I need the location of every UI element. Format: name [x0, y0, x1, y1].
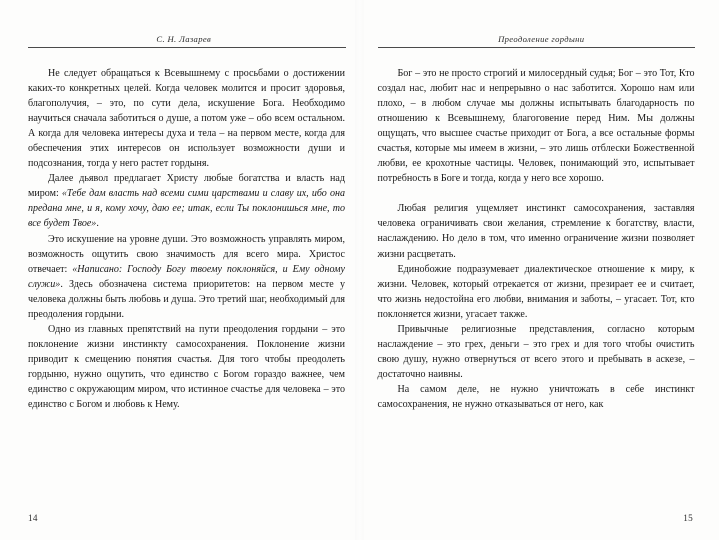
right-header-rule — [378, 47, 696, 48]
paragraph — [28, 171, 345, 231]
left-running-head-text: С. Н. Лазарев — [156, 34, 212, 44]
paragraph: Любая религия ущемляет инстинкт самосохранения, заставляя человека ограничивать свои желания, стремление к богатству, власти, наслаждению. Но дело в том, что именно ограничение жизни позволяет жизни расцветать. — [377, 203, 695, 260]
left-text-column — [28, 66, 345, 412]
left-header-rule — [28, 47, 346, 48]
paragraph: Бог – это не просто строгий и милосердный судья; Бог – это Тот, Кто создал нас, любит нас и непрерывно о нас заботится. Хорошо нам или плохо, – в любом случае мы должны испытывать благодарность по отношению к Всевышнему, благоговение перед Ним. Мы должны ощущать, что высшее счастье приходит от Бога, а все остальные формы счастья, которые мы имеем в жизни, – это лишь отблески Божественной любви, ее крохотные частицы. Человек, понимающий это, испытывает потребность в Боге и тогда, когда у него все хорошо. — [377, 68, 695, 185]
scripture-quote: «Тебе дам власть над всеми сими царствами и славу их, ибо она предана мне, и я, кому хочу, даю ее; итак, если Ты поклонишься мне, то все будет Твое» — [28, 188, 345, 230]
paragraph: На самом деле, не нужно уничтожать в себе инстинкт самосохранения, не нужно отказываться от него, как — [377, 383, 695, 410]
paragraph: Не следует обращаться к Всевышнему с просьбами о достижении каких-то конкретных целей. Когда человек молится и просит здоровья, благополучия, – это, по сути дела, искушение Бога. Необходимо научиться сначала заботиться о душе, а потом уже – обо всем остальном. А когда для человека интересы духа и тела – на первом месте, когда для обеспечения этих интересов он использует возможности души и подсознания, тогда у него растет гордыня. — [28, 68, 345, 170]
right-page — [360, 0, 719, 540]
scripture-quote: «Написано: Господу Богу твоему поклоняйся, и Ему одному служи» — [28, 263, 345, 290]
left-page-number: 14 — [28, 513, 38, 523]
paragraph-tail: . Здесь обозначена система приоритетов: на первом месте у человека должны быть любовь и душа. Это третий шаг, необходимый для преодоления гордыни. — [28, 278, 345, 320]
right-running-head — [378, 34, 696, 56]
paragraph — [28, 232, 345, 322]
left-running-head — [28, 34, 346, 56]
paragraph-lead: Далее дьявол предлагает Христу любые богатства и власть над миром: — [28, 173, 345, 200]
right-page-number: 15 — [683, 513, 693, 523]
right-running-head-text: Преодоление гордыни — [498, 34, 585, 44]
paragraph: Привычные религиозные представления, согласно которым наслаждение – это грех, деньги – это грех и для того чтобы очистить свою душу, нужно отвернуться от всего этого и пребывать в аскезе, – достаточно наивны. — [377, 323, 695, 380]
paragraph: Одно из главных препятствий на пути преодоления гордыни – это поклонение жизни инстинкту самосохранения. Поклонение жизни приводит к смещению понятия счастья. Для того чтобы преодолеть гордыню, нужно ощутить, что единство с Богом гораздо важнее, чем единство с окружающим миром, что истинное счастье для человека – это единство с Богом и любовь к Нему. — [28, 323, 345, 411]
right-text-column — [378, 66, 695, 412]
paragraph: Единобожие подразумевает диалектическое отношение к миру, к жизни. Человек, который отрекается от жизни, презирает ее и считает, что жизнь недостойна его любви, внимания и заботы, – угасает. Тот, кто поклоняется жизни, угасает также. — [377, 263, 695, 320]
paragraph-tail: . — [96, 218, 99, 230]
paragraph-lead: Это искушение на уровне души. Это возможность управлять миром, возможность ощутить свою значимость для всего мира. Христос отвечает: — [28, 233, 345, 275]
